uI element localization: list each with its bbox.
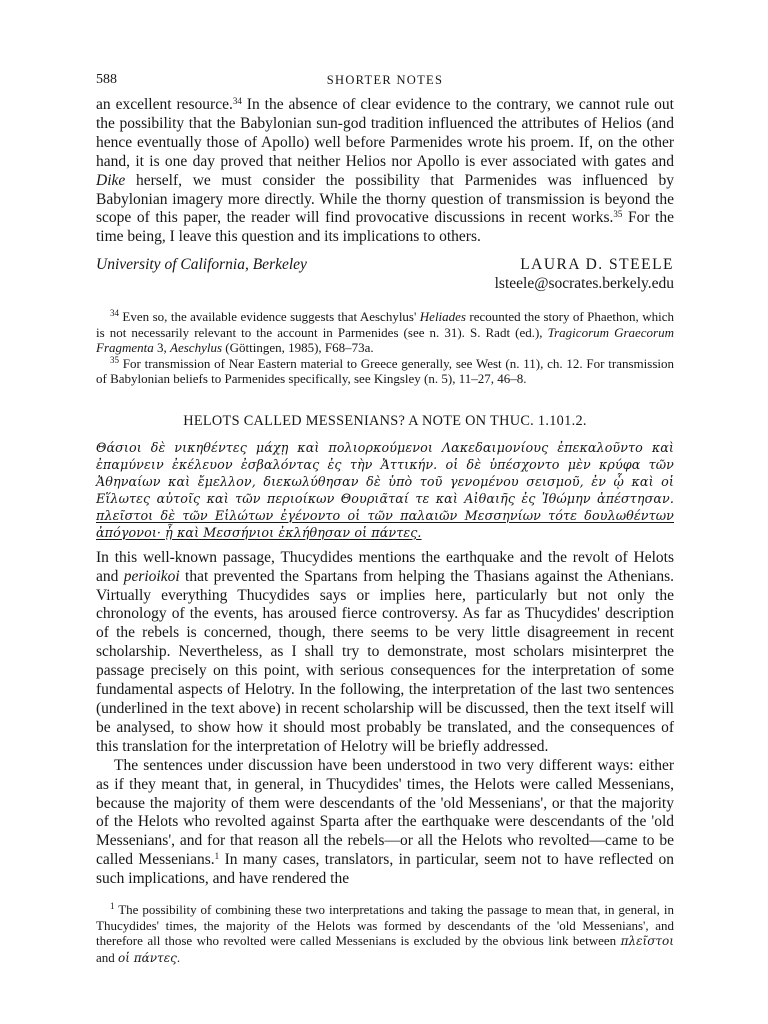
footnote-ref-34[interactable]: 34 [232, 96, 242, 106]
signature-block [96, 256, 674, 296]
page-header [96, 72, 674, 96]
footnotes-previous-note [96, 309, 674, 387]
page-number: 588 [96, 72, 117, 87]
greek-underlined-sentences: πλεῖστοι δὲ τῶν Εἱλώτων ἐγένοντο οἱ τῶν παλαιῶν Μεσσηνίων τότε δουλωθέντων ἀπόγονοι· ᾗ καὶ Μεσσήνιοι ἐκλήθησαν οἱ πάντες. [96, 507, 674, 540]
previous-note-closing-paragraph: an excellent resource.$^{34}$ In the absence of clear evidence to the contrary, we cannot rule out the possibility that the Babylonian sun-god tradition influenced the attributes of Helios (and hence eventually those of Apollo) well before Parmenides wrote his proem. If, on the other hand, it is one day proved that neither Helios nor Apollo is ever associated with gates and Dike herself, we must consider the possibility that Parmenides was influenced by Babylonian imagery more directly. While the thorny question of transmission is beyond the scope of this paper, the reader will find provocative discussions in recent works.$^{35}$ For the time being, I leave this question and its implications to others. [96, 96, 674, 246]
article-body [96, 549, 674, 889]
running-head: SHORTER NOTES [326, 73, 444, 87]
footnotes-article [96, 902, 674, 966]
footnote-1: $^1$ The possibility of combining these two interpretations and taking the passage to mean that, in general, in Thucydides' times, the majority of the Helots was formed by descendants of the 'old Messenians', and therefore all those who revolted were called Messenians is excluded by the obvious link between πλεῖστοι and οἱ πάντες. [96, 901, 674, 965]
article-paragraph-2: The sentences under discussion have been understood in two very different ways: either as if they meant that, in general, in Thucydides' times, the Helots were called Messenians, because the majority of them were descendants of the 'old Messenians', or that the majority of the Helots who revolted against Sparta after the earthquake were descendants of the 'old Messenians', and for that reason all the rebels—or all the Helots who revolted—came to be called Messenians.$^1$ In many cases, translators, in particular, seem not to have reflected on such implications, and have rendered the [96, 756, 675, 888]
greek-quotation: Θάσιοι δὲ νικηθέντες μάχῃ καὶ πολιορκούμενοι Λακεδαιμονίους ἐπεκαλοῦντο καὶ ἐπαμύνειν ἐκέλευον ἐσβαλόντας ἐς τὴν Ἀττικήν. οἱ δὲ ὑπέσχοντο μὲν κρύφα τῶν Ἀθηναίων καὶ ἔμελλον, διεκωλύθησαν δὲ ὑπὸ τοῦ γενομένου σεισμοῦ, ἐν ᾧ καὶ οἱ Εἵλωτες αὐτοῖς καὶ τῶν περιοίκων Θουριᾶταί τε καὶ Αἰθαιῆς ἐς Ἰθώμην ἀπέστησαν. πλεῖστοι δὲ τῶν Εἱλώτων ἐγένοντο οἱ τῶν παλαιῶν Μεσσηνίων τότε δουλωθέντων ἀπόγονοι· ᾗ καὶ Μεσσήνιοι ἐκλήθησαν οἱ πάντες. [96, 439, 674, 540]
footnote-ref-1[interactable]: 1 [214, 851, 220, 862]
footnote-35: $^{35}$ For transmission of Near Eastern material to Greece generally, see West (n. 11), ch. 12. For transmission of Babylonian beliefs to Parmenides specifically, see Kingsley (n. 5), 11–27, 46–8. [96, 354, 674, 387]
author-email[interactable]: lsteele@socrates.berkely.edu [494, 275, 674, 293]
footnote-34: $^{34}$ Even so, the available evidence suggests that Aeschylus' Heliades recounted the story of Phaethon, which is not necessarily relevant to the account in Parmenides (see n. 31). S. Radt (ed.), Tragicorum Graecorum Fragmenta 3, Aeschylus (Göttingen, 1985), F68–73a. [96, 308, 674, 356]
article-paragraph-1: In this well-known passage, Thucydides mentions the earthquake and the revolt of Helots and perioikoi that prevented the Spartans from helping the Thasians against the Athenians. Virtually everything Thucydides says or implies here, particularly but not only the chronology of the events, has aroused fierce controversy. As far as Thucydides' description of the rebels is concerned, though, there seems to be very little disagreement in recent scholarship. Nevertheless, as I shall try to demonstrate, most scholars misinterpret the passage precisely on this point, with serious consequences for the interpretation of some fundamental aspects of Helotry. In the following, the interpretation of the last two sentences (underlined in the text above) in recent scholarship will be discussed, then the text itself will be analysed, to show how it should most probably be translated, and the consequences of this translation for the interpretation of Helotry will be briefly addressed. [96, 548, 675, 755]
page [96, 72, 674, 966]
author-affiliation: University of California, Berkeley [96, 256, 307, 274]
article-title: HELOTS CALLED MESSENIANS? A NOTE ON THUC. 1.101.2. [183, 412, 587, 429]
footnote-ref-35[interactable]: 35 [613, 209, 623, 220]
author-name: LAURA D. STEELE [520, 256, 674, 274]
